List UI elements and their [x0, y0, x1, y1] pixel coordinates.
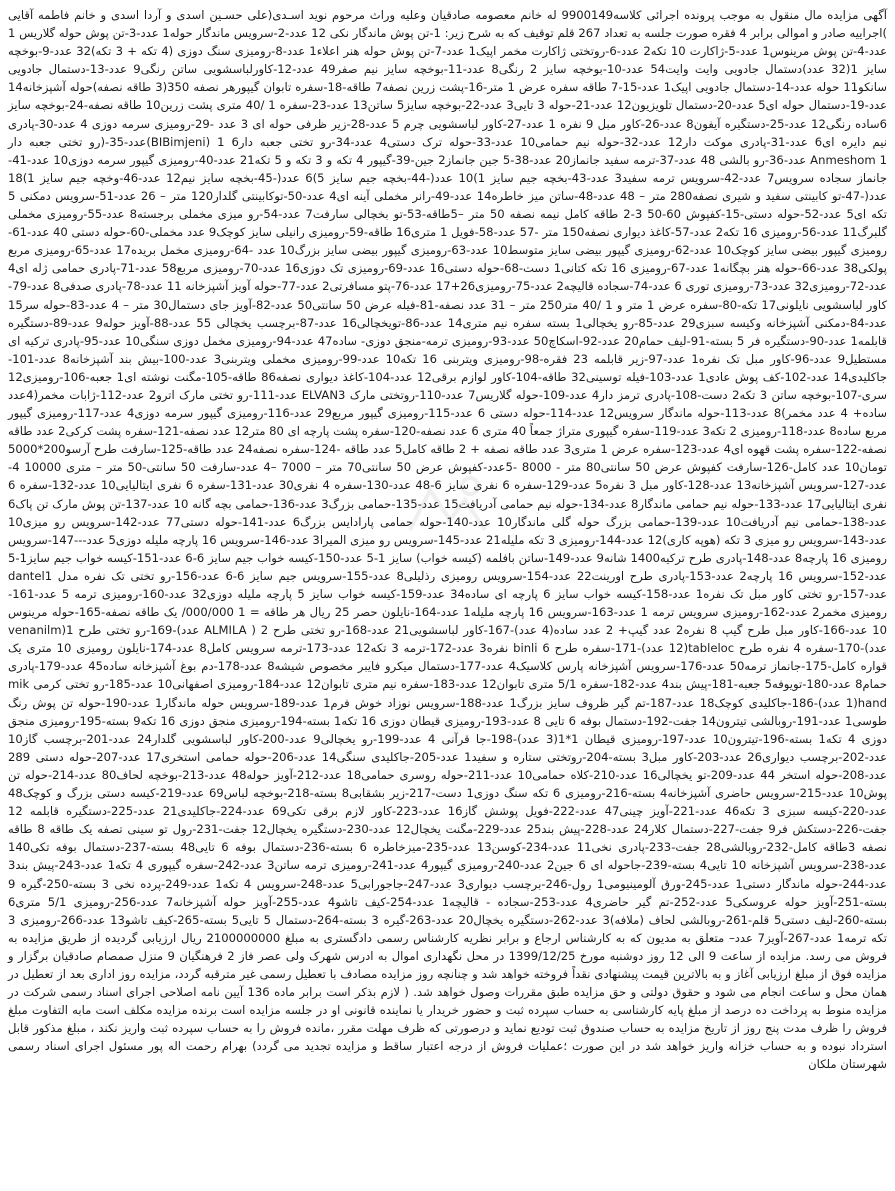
auction-notice-text: آگهی مزایده مال منقول به موجب پرونده اجرائی کلاسه9900149 له خانم معصومه صادقیان وعلیه وراث مرحوم نوید اسـدی(علی حسـین اسدی و آردا اسدی و خانم فاطمه آقایی )اجراییه صادر و اموالی برابر 4 فقره صورت جلسه به تعداد 267 قلم توقیف که به شرح زیر: 1-تن پوش ماندگار نکی 12 عدد-2-سرویس ماندگار حوله1 عدد-3-تن پوش حوله گلاریس 1 عدد-4-تن پوش مرینوس1 عدد-5-ژاکارت 10 تکه2 عدد-6-روتختی ژاکارت مخمر اپیک1 عدد-7-تن پوش حوله هنر اعلاء1 عدد-8-رومیزی سنگ دوزی (4 تکه + 3 تکه)32 عدد-9-بوخچه سایز 1(32 عدد)دستمال جادویی وایت وایت54 عدد-10-بوخچه سایز 2 رنگی8 عدد-11-بوخچه سایز نیم صفر49 عدد-12-کاورلباسشویی ساتن رنگی9 عدد-13-دستمال جادویی سانکو11 حوله عدد-14-دستمال جادویی اپیک1 عدد-15-7 طاقه سفره عرض 1 متر-16-پشت زرین نصفه7 طاقه-18-سفره تابوان گیپورهر نصفه 350(3 طاقه نصفه)حوله آشپزخانه14 عدد-19-دستمال حوله ای5 عدد-20-دستمال تلویزیون12 عدد-21-حوله 3 تایی3 عدد-22-بوخچه سایز5 ساتن13 عدد-23-سفره 1 /40 متری پشت زرین10 طاقه نصفه-24-بوخچه سایز 6ساده رنگی12 عدد-25-دستگیره آیفون8 عدد-26-کاور مبل 9 نفره 1 عدد-27-کاور لباسشویی چرم 5 عدد-28-زیر ظرفی حوله ای 3 عدد -29-رومیزی سرمه دوزی 4 عدد-30-پادری نیم دایره ای6 عدد-31-پادری موکت دار12 عدد-32-حوله نیم حمامی10 عدد-33-حوله ترک دستی4 عدد-34-رو تختی جعبه دار6 1 (BIBimjeni)عدد-35-(رو تختی جعبه دار Anmeshom 1 عدد-36-رو بالشی 48 عدد-37-ترمه سفید جانماز20 عدد-38-5 جین جانماز2 جین-39-گیپور 4 تکه و 3 تکه و 5 تکه21 عدد-40-رومیزی گیپور سرمه دوزی10 عدد-41-جانماز سجاده سرویس7 عدد-42-سرویس ترمه سفید3 عدد-43-بخچه جیم سایز 1)10 عدد(-44-بخچه جیم سایز 5)6 عدد(-45-بخچه سایز نیم12 عدد-46-وخچه جیم سایز 1)18 عدد(-47-تو کابینتی سفید و شیری نصفه280 متر – 48 عدد-48-ساتن میز خاطره14 عدد-49-رانر مخملی آینه ای4 عدد-50-توکابینتی گلدار120 متر – 26 عدد-51-سرویس دمکنی 5 تکه ای5 عدد-52-حوله دستی-15-کفپوش 60-50 3-2 طاقه کامل نیمه نصفه 50 متر –5طاقه-53-تو بخچالی سارفت7 عدد-54-رو میزی مخملی برجسته8 عدد-55-رومیزی مخملی گلبرگ11 عدد-56-رومیزی 16 تکه2 عدد-57-کاغذ دیواری نصفه150 متر -57 عدد-58-فویل 1 متری16 طاقه-59-رومیزی رانیلی سایز کوچک9 عدد مخملی-60-حوله دستی 40 عدد-61-رومیزی گیپور بیضی سایز کوچک10 عدد-62-رومیزی گیپور بیضی سایز متوسط10 عدد-63-رومیزی گیپور بیضی سایز بزرگ10 عدد -64-رومیزی مخمل بریده17 عدد-65-رومیزی مربع پولکی38 عدد-66-حوله هنر بچگانه1 عدد-67-رومیزی 16 تکه کتانی1 دست-68-حوله دستی16 عدد-69-رومیزی تک دوزی16 عدد-70-رومیزی مربع58 عدد-71-پادری حمامی ژله ای4 عدد-72-رومیزی32 عدد-73-رومیزی توری 6 عدد-74-سجاده قالیچه2 عدد-75-رومیزی26+17 عدد-76-پتو مسافرتی2 عدد-77-حوله آویز آشپزخانه 11 عدد-78-پادری صدفی8 عدد-79-کاور لباسشویی نایلونی17 تکه-80-سفره عرض 1 متر و 1 /40 متر250 متر – 31 عدد نصفه-81-فیله عرض 50 سانتی50 عدد-82-آویز جای دستمال30 متر – 4 عدد-83-حوله سر15 عدد-84-دمکنی آشپزخانه وکیسه سبزی29 عدد-85-رو یخچالی1 بسته سفره نیم متری14 عدد-86-تویخچالی16 عدد-87-برچسب یخچالی 55 عدد-88-آویز حوله9 عدد-89-دستگیره قابلمه1 عدد-90-دستگیره فر 5 بسته-91-لیف حمام20 عدد-92-اسکاچ50 عدد-93-رومیزی ترمه-منجق دوزی- ساده47 عدد-94-رومیزی مخمل دوزی سنگی10 عدد-95-پادری ترکیه ای مستطیل9 عدد-96-کاور مبل تک نفره1 عدد-97-زیر قابلمه 23 فقره-98-رومیزی ویتربنی 16 تکه10 عدد-99-رومیزی مخملی ویتربنی3 عدد-100-بیش بند آشپزخانه8 عدد-101-جاکلیدی14 عدد-102-کف پوش عادی1 عدد-103-فیله توسینی32 طاقه-104-کاور لوازم برقی12 عدد-104-کاغذ دیواری نصفه86 طاقه-105-مگنت نوشته ای1 جعبه-106-رومیزی12 سری-107-بوخچه ساتن 3 تکه2 دست-108-پادری ترمز دار4 عدد-109-حوله گلاریس7 عدد-110-روتختی مارک ELVAN3 عدد-111-رو تختی مارک اترو2 عدد-112-ژابات مخمر(4عدد ساده+ 4 عدد مخمر)8 عدد-113-حوله ماندگار سرویس12 عدد-114-حوله دستی 6 عدد-115-رومیزی گیپور مربع29 عدد-116-رومیزی گیپور سرمه دوزی4 عدد-117-رومیزی گیپور مربع ساده8 عدد-118-رومیزی 2 تکه3 عدد-119-سفره گیپوری متراژ جمعاً 40 متری 6 عدد نصفه-120-سفره پشت پارچه ای 80 متر12 عدد نصفه-121-سفره پشت کرکی2 عدد طاقه نصفه-122-سفره پشت قهوه ای4 عدد-123-سفره عرض 1 متری3 عدد طاقه نصفه + 2 طاقه کامل5 عدد طاقه -124-سفره نصفه24 عدد طاقه-125-سارفت طرح آرسو200*5000 تومان10 عدد کامل-126-سارفت کفپوش عرض 50 سانتی80 متر - 8000 -5عدد-کفپوش عرض 50 سانتی70 متر – 7000 –4 عدد-سارفت 50 سانتی-50 متر – متری 10000 4-عدد-127-سرویس آشپزخانه13 عدد-128-کاور مبل 3 نفره5 عدد-129-سفره 6 نفری سایز 6-48 عدد-130-سفره 4 نفری30 عدد-131-سفره 6 نفری ایتالیایی10 عدد-132-سفره 6 نفری ایتالیایی17 عدد-133-حوله نیم حمامی ماندگار8 عدد-134-حوله نیم حمامی آدریافت15 عدد-135-حمامی بزرگ3 عدد-136-حمامی بچه گانه 10 عدد-137-تن پوش مارک تن پاک6 عدد-138-حمامی نیم آدریافت10 عدد-139-حمامی بزرگ حوله گلی ماندگار10 عدد-140-حوله حمامی پارادایس بزرگ6 عدد-141-حوله دستی77 عدد-142-سرویس رو میزی10 عدد-143-سرویس رو میزی 3 تکه (هوپه کاری)12 عدد-144-رومیزی 3 تکه ملیله21 عدد-145-سرویس رو میزی المیرا3 عدد-146-سرویس 16 پارچه ملیله دوزی5 عدد---147-سرویس رومیزی 16 پارچه8 عدد-148-پادری طرح ترکیه1400 شانه9 عدد-149-ساتن بافلمه (کیسه خواب) سایز 1-5 عدد-150-کیسه خواب جیم سایز 6-6 عدد-151-کیسه خواب جیم سایز1-5 عدد-152-سرویس 16 پارچه2 عدد-153-پادری طرح اورینت22 عدد-154-سرویس رومیزی رذلیلی8 عدد-155-سرویس جیم سایز 6-6 عدد-156-رو تختی تک نفره مدل dantel1 عدد-157-رو تختی کاور مبل تک نفره1 عدد-158-کیسه خواب سایز 6 پارچه ای ساده34 عدد-159-کیسه خواب سایز 5 پارچه ملیله دوزی32 عدد-160-رومیزی ترمه 5 عدد-161-رومیزی مخمر2 عدد-162-رومیزی سرویس ترمه 1 عدد-163-سرویس 16 پارچه ملیله1 عدد-164-نایلون حصر 25 ریال هر طاقه = 1 000/000/ یک طاقه نصفه-165-حوله مرینوس 10 عدد-166-کاور مبل طرح گیپ 8 نفره2 عدد گیپ+ 2 عدد ساده(4 عدد)-167-کاور لباسشویی21 عدد-168-رو تختی طرح 2 ( ALMILA عدد)-169-رو تختی طرح 1(venanilm عدد)-170-سفره 4 نفره طرح tableloc(12 عدد)-171-سفره طرح 6 binli نفره3 عدد-172-ترمه 3 تکه12 عدد-173-ترمه سرویس کامل8 عدد-174-نایلون رومیزی 10 متری یک قواره کامل-175-جانماز ترمه50 عدد-176-سرویس آشپزخانه پارس کلاسیک4 عدد-177-دستمال میکرو فایبر مخصوص شیشه8 عدد-178-دم بوغ آشپزخانه ساده45 عدد-179-پادری حمام8 عدد-180-تویوفه5 جعبه-181-پیش بند4 عدد-182-سفره 5/1 متری تابوان12 عدد-183-سفره نیم متری تابوان12 عدد-184-رومیزی اصفهانی10 عدد-185-رو تختی کرمی mik hand(1 عدد)-186-جاکلیدی کوچک18 عدد-187-تم گیر ظروف سایز بزرگ1 عدد-188-سرویس نوزاد خوش فرم1 عدد-189-سرویس حوله ماندگار1 عدد-190-حوله تن پوش رنگ طوسی1 عدد-191-روبالشی تیترون14 جفت-192-دستمال بوفه 6 تایی 8 عدد-193-رومیزی قیطان دوزی 16 تکه1 بسته-194-رومیزی منجق دوزی 16 تکه9 بسته-195-رومیزی منجق دوزی 4 تکه1 بسته-196-تیترون10 عدد-197-رومیزی قیطان 1*1(3 عدد)-198-جا قرآنی 4 عدد-199-رو یخچالی9 عدد-200-کاور لباسشویی گلدار24 عدد-201-برچسب گاز10 عدد-202-برچسب دیواری26 عدد-203-کاور مبل3 بسته-204-روتختی ستاره و سفید1 عدد-205-جاکلیدی سنگی14 عدد-206-حوله حمامی استخری17 عدد-207-حوله دستی 289 عدد-208-حوله استخر 44 عدد-209-تو یخچالی16 عدد-210-کلاه حمامی10 عدد-211-حوله روسری حمامی18 عدد-212-آویز حوله48 عدد-213-بوخچه لحاف80 عدد-214-حوله تن پوش10 عدد-215-سرویس حاضری آشپزخانه4 بسته-216-رومیزی 6 تکه سنگ دوزی1 دست-217-زیر بشقابی8 بسته-218-بوخچه لباس69 عدد-219-کیسه دستی بزرگ و کوچک48 عدد-220-کیسه سبزی 3 تکه46 عدد-221-آویز چینی47 عدد-222-فویل پوشش گاز16 عدد-223-کاور لازم برقی تکی69 عدد-224-جاکلیدی21 عدد-225-دستگیره قابلمه 12 جفت-226-دستکش فر9 جفت-227-دستمال کلار24 عدد-228-پیش بند25 عدد-229-مگنت یخچال12 عدد-230-دستگیره یخچال12 جفت-231-رول تو سینی تصفه یک طاقه 8 طاقه نصفه 3طاقه کامل-232-روبالشی28 جفت-233-پادری نخی11 عدد-234-کوسن13 عدد-235-میزخاطره 6 بسته-236-دستمال بوفه 6 تایی48 بسته-237-دستمال بوفه تکی140 عدد-238-سرویس آشپزخانه 10 تایی4 بسته-239-جاحوله ای 6 جین2 عدد-240-رومیزی گیپور4 عدد-241-رومیزی ترمه ساتن3 عدد-242-سفره گیپوری 4 تکه1 عدد-243-پیش بند3 عدد-244-حوله ماندگار دستی1 عدد-245-ورق آلومینیومی1 رول-246-برچسب دیواری3 عدد-247-جاجورابی5 عدد-248-سرویس 4 تکه1 عدد-249-پرده نخی 3 بسته-250-گیره 9 بسته-251-آویز حوله عروسکی5 عدد-252-تم گیر حاضری4 عدد-253-سجاده - قالیچه1 عدد-254-کیف تاشو4 عدد-255-آویز حوله آشپزخانه7 عدد-256-رومیزی 5/1 متری6 بسته-260-لیف دستی5 قلم-261-روبالشی لحاف (ملافه)3 عدد-262-دستگیره یخچال20 عدد-263-گیره 3 بسته-264-دستمال 5 تایی5 بسته-265-کیف تاشو13 عدد-266-رومیزی 3 تکه ترمه1 عدد-267-آویز7 عدد– متعلق به مدیون که به کارشناس ارجاع و برابر نظریه کارشناس رسمی دادگستری به مبلغ 2100000000 ریال ارزیابی گردیده از طریق مزایده به فروش می رسد. مزایده از ساعت 9 الی 12 روز دوشنبه مورخ 1399/12/25 در محل نگهداری اموال به ادرس شهرک ولی عصر فاز 2 فرهنگیان 9 منزل صمصام صادقیان برگزار و مزایده فوق از مبلغ ارزیابی آغاز و به بالاترین قیمت پیشنهادی نقداً فروخته خواهد شد و چنانچه روز مزایده مصادف با تعطیل رسمی غیر مترقبه گردد، مزایده روز اداری بعد از تعطیل در همان محل و ساعت انجام می شود و حقوق دولتی و حق مزایده طبق مقررات وصول خواهد شد. ( لازم بذکر است برابر ماده 136 آیین نامه اصلاحی اجرای اسناد رسمی شرکت در مزایده منوط به پرداخت ده درصد از مبلغ پایه کارشناسی به حساب سپرده ثبت و حضور خریدار یا نماینده قانونی او در جلسه مزایده است برنده مزایده مکلف است مابه التفاوت مبلغ فروش را ظرف مدت پنج روز از تاریخ مزایده به حساب صندوق ثبت تودیع نماید و درصورتی که ظرف مهلت مقرر ،مانده فروش را به حساب سپرده ثبت واریز نکند ، مبلغ مذکور قابل استرداد نبوده و به حساب خزانه واریز خواهد شد در این صورت ؛عملیات فروش از درجه اعتبار ساقط و مزایده تجدید می گردد) بهرام رحمت اله پور مسئول اجرای اسناد رسمی شهرستان ملکان: [8, 8, 888, 1072]
